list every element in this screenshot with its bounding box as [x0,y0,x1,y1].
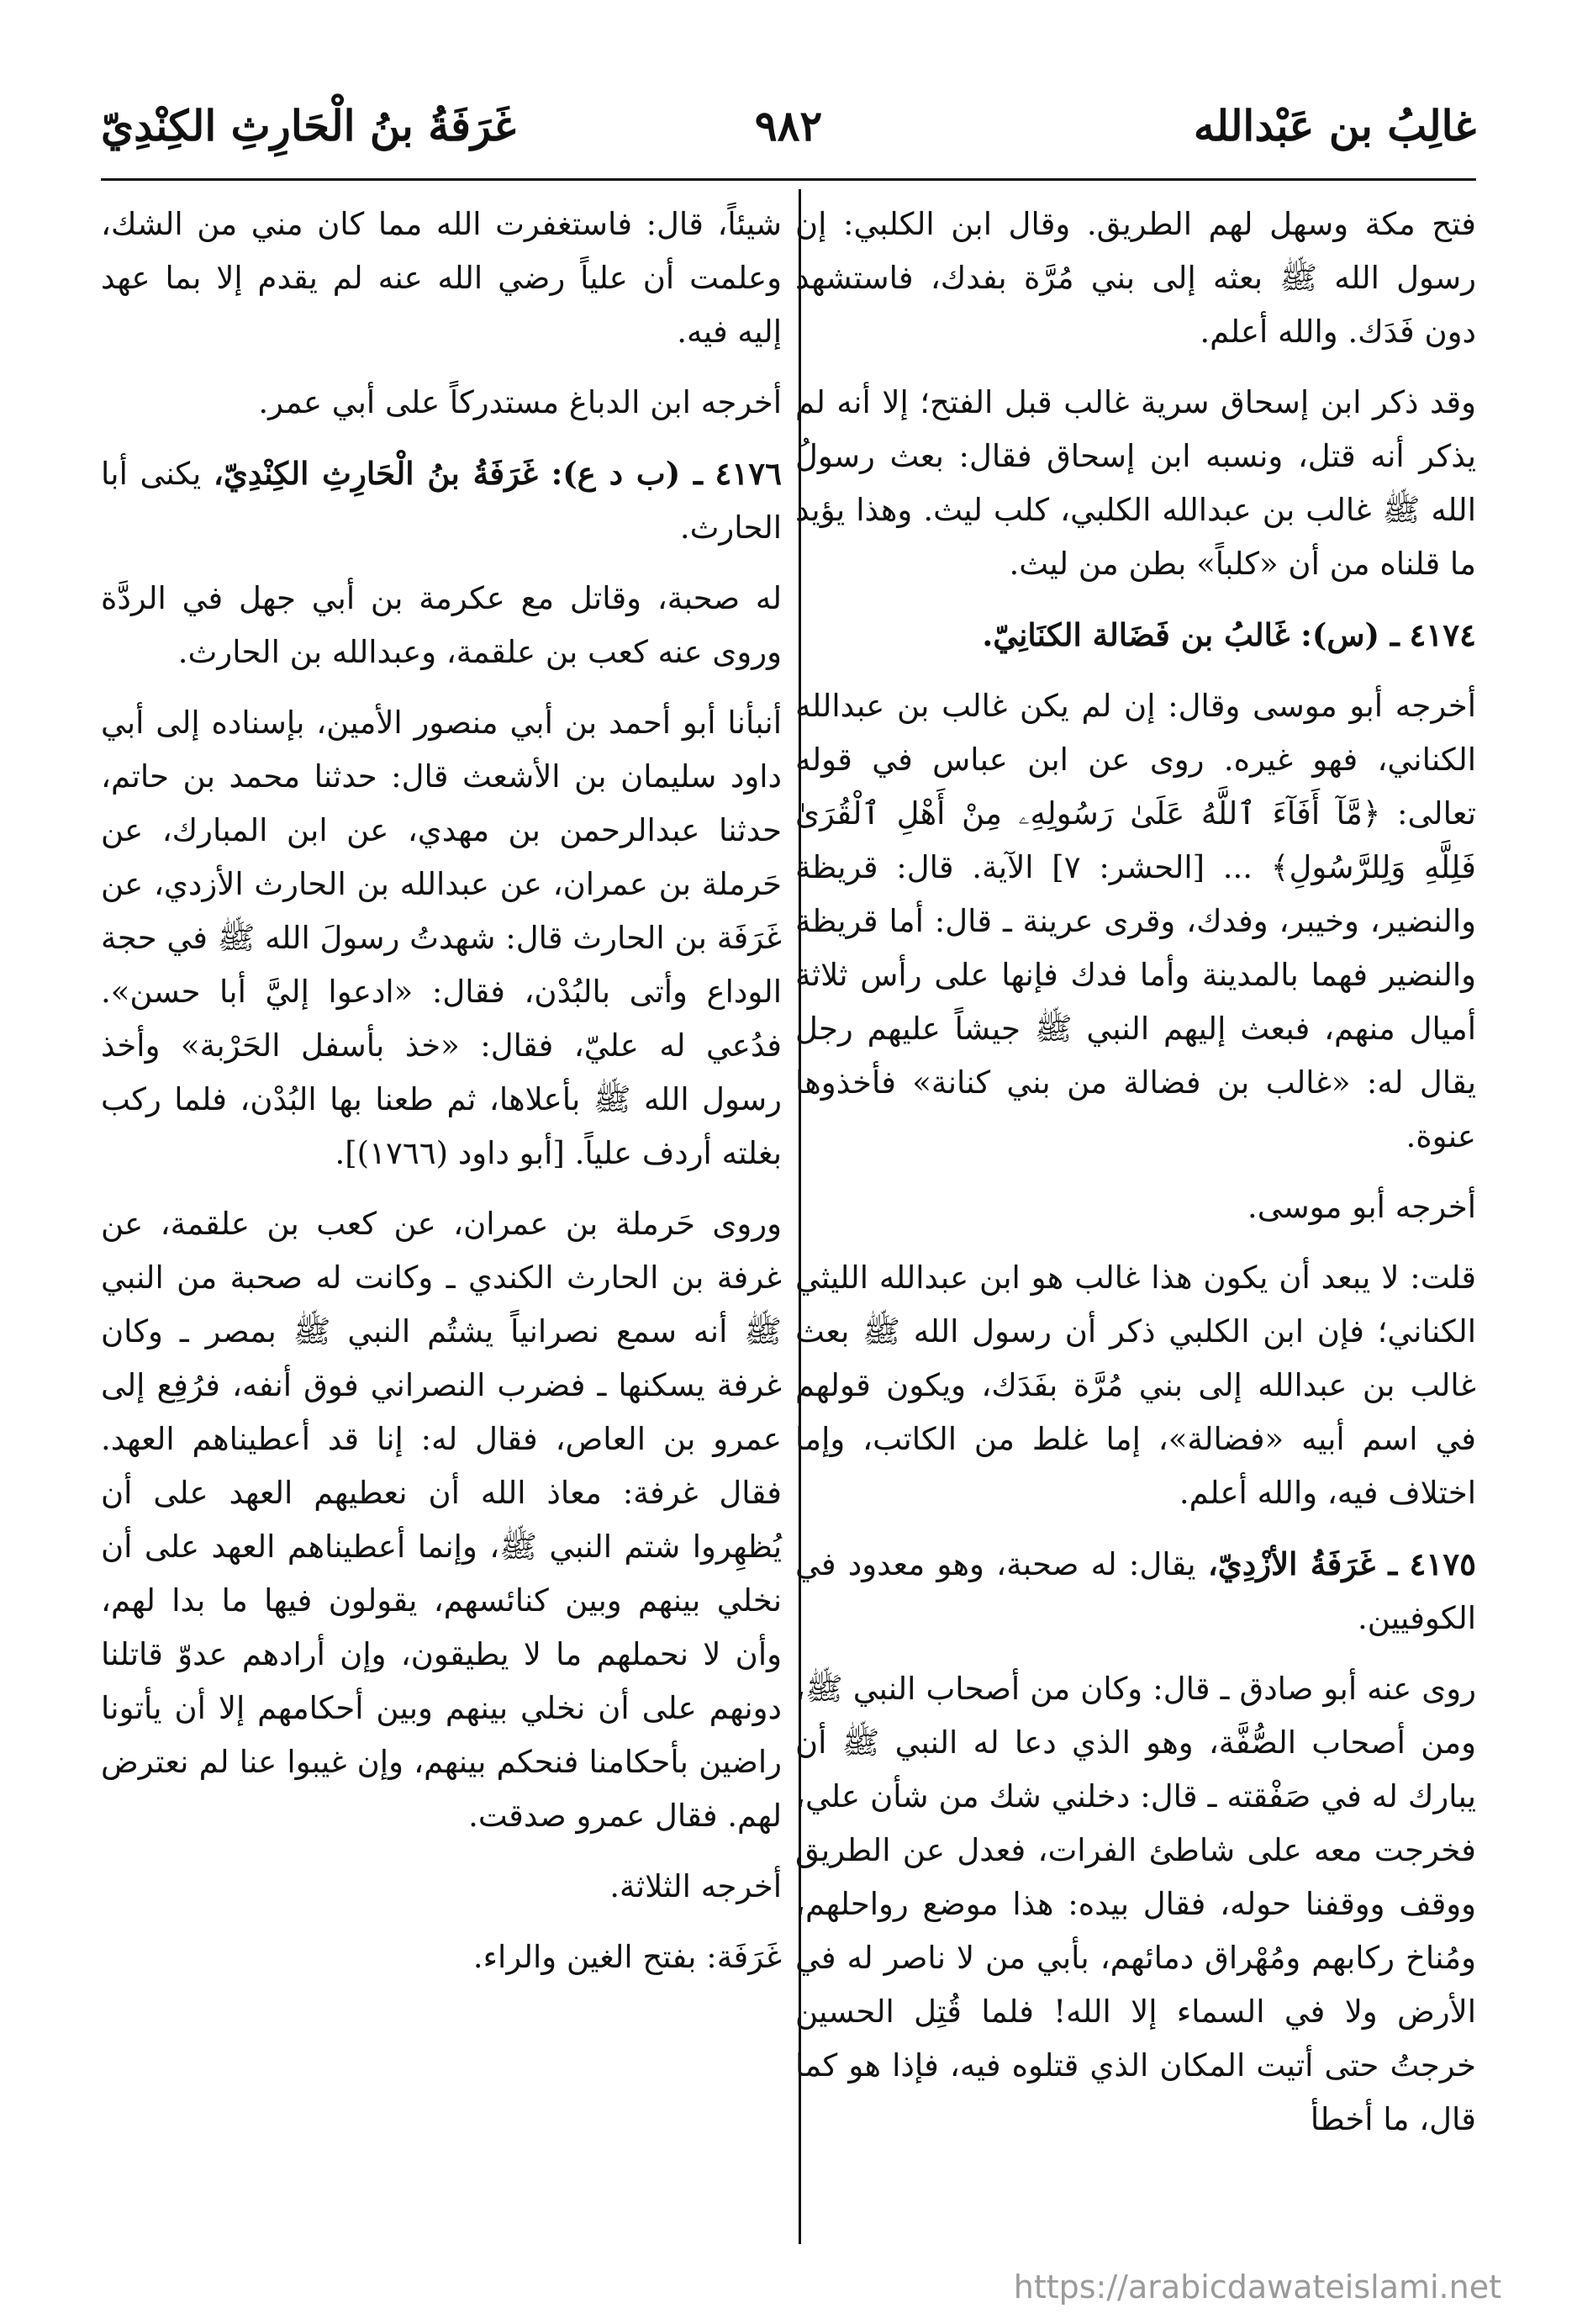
paragraph: أخرجه أبو موسى. [1247,1189,1476,1225]
paragraph: قلت: لا يبعد أن يكون هذا غالب هو ابن عبدالله الليثي الكناني؛ فإن ابن الكلبي ذكر أن رسول الله ﷺ بعث غالب بن عبدالله إلى بني مُرَّة بفَدَك، ويكون قولهم في اسم أبيه «فضالة»، إما غلط من الكاتب، وإما اختلاف فيه، والله أعلم. [795,1260,1476,1511]
left-column [101,198,782,2001]
entry-number: ٤١٧٦ [715,455,782,492]
paragraph: غَرَفَة: بفتح الغين والراء. [472,1939,782,1975]
header-right-title: غالِبُ بن عَبْدالله [1193,101,1476,151]
paragraph: فتح مكة وسهل لهم الطريق. وقال ابن الكلبي: إن رسول الله ﷺ بعثه إلى بني مُرَّة بفدك، فاستشهد دون فَدَك. والله أعلم. [795,206,1476,350]
header-left-title: غَرَفَةُ بنُ الْحَارِثِ الكِنْدِيّ [101,101,516,151]
entry-heading-4176 [101,446,782,555]
entry-name: ـ (ب د ع): غَرَفَةُ بنُ الْحَارِثِ الكِنْدِيّ، [213,455,703,492]
header-rule [101,178,1476,181]
paragraph: له صحبة، وقاتل مع عكرمة بن أبي جهل في الردَّة وروى عنه كعب بن علقمة، وعبدالله بن الحارث. [101,580,782,670]
paragraph: أخرجه ابن الدباغ مستدركاً على أبي عمر. [258,384,782,420]
entry-number: ٤١٧٥ [1409,1545,1476,1582]
entry-name: ـ (س): غَالبُ بن فَضَالة الكنَانِيّ. [982,616,1400,653]
right-column [795,198,1476,2163]
paragraph: وقد ذكر ابن إسحاق سرية غالب قبل الفتح؛ إلا أنه لم يذكر أنه قتل، ونسبه ابن إسحاق فقال: بعث رسولُ الله ﷺ غالب بن عبدالله الكلبي، كلب ليث. وهذا يؤيد ما قلناه من أن «كلباً» بطن من ليث. [795,384,1476,582]
entry-heading-4175 [795,1537,1476,1645]
entry-heading-4174 [795,608,1476,663]
page-number: ٩٨٢ [754,101,823,151]
entry-name: ـ غَرَفَةُ الأزْدِيّ، [1207,1545,1398,1582]
watermark-url: https://arabicdawateislami.net [1013,2269,1501,2306]
entry-intro: يكنى أبا الحارث. [101,456,782,546]
entry-number: ٤١٧٤ [1409,616,1476,653]
running-header [101,101,1476,168]
entry-intro: يقال: له صحبة، وهو معدود في الكوفيين. [795,1546,1476,1636]
paragraph: شيئاً، قال: فاستغفرت الله مما كان مني من الشك، وعلمت أن علياً رضي الله عنه لم يقدم إلا بما عهد إليه فيه. [101,206,782,350]
paragraph: وروى حَرملة بن عمران، عن كعب بن علقمة، عن غرفة بن الحارث الكندي ـ وكانت له صحبة من النبي ﷺ أنه سمع نصرانياً يشتُم النبي ﷺ بمصر ـ وكان غرفة يسكنها ـ فضرب النصراني فوق أنفه، فرُفِع إلى عمرو بن العاص، فقال له: إنا قد أعطيناهم العهد. فقال غرفة: معاذ الله أن نعطيهم العهد على أن يُظهِروا شتم النبي ﷺ، وإنما أعطيناهم العهد على أن نخلي بينهم وبين كنائسهم، يقولون فيها ما بدا لهم، وأن لا نحملهم ما لا يطيقون، وإن أرادهم عدوّ قاتلنا دونهم على أن نخلي بينهم وبين أحكامهم إلا أن يأتونا راضين بأحكامنا فنحكم بينهم، وإن غيبوا عنا لم نعترض لهم. فقال عمرو صدقت. [101,1206,782,1834]
paragraph: أنبأنا أبو أحمد بن أبي منصور الأمين، بإسناده إلى أبي داود سليمان بن الأشعث قال: حدثنا محمد بن حاتم، حدثنا عبدالرحمن بن مهدي، عن ابن المبارك، عن حَرملة بن عمران، عن عبدالله بن الحارث الأزدي، عن غَرَفَة بن الحارث قال: شهدتُ رسولَ الله ﷺ في حجة الوداع وأتى بالبُدْن، فقال: «ادعوا إليَّ أبا حسن». فدُعي له عليّ، فقال: «خذ بأسفل الحَرْبة» وأخذ رسول الله ﷺ بأعلاها، ثم طعنا بها البُدْن، فلما ركب بغلته أردف علياً. [أبو داود (١٧٦٦)]. [101,705,782,1171]
paragraph: أخرجه أبو موسى وقال: إن لم يكن غالب بن عبدالله الكناني، فهو غيره. روى عن ابن عباس في قوله تعالى: ﴿مَّآ أَفَآءَ ٱللَّهُ عَلَىٰ رَسُولِهِۦ مِنْ أَهْلِ ٱلْقُرَىٰ فَلِلَّهِ وَلِلرَّسُولِ﴾ ... [الحشر: ٧] الآية. قال: قريظة والنضير، وخيبر، وفدك، وقرى عرينة ـ قال: أما قريظة والنضير فهما بالمدينة وأما فدك فإنها على رأس ثلاثة أميال منهم، فبعث إليهم النبي ﷺ جيشاً عليهم رجل يقال له: «غالب بن فضالة من بني كنانة» فأخذوها عنوة. [795,688,1476,1154]
paragraph: روى عنه أبو صادق ـ قال: وكان من أصحاب النبي ﷺ، ومن أصحاب الصُّفَّة، وهو الذي دعا له النبي ﷺ أن يبارك له في صَفْقته ـ قال: دخلني شك من شأن علي، فخرجت معه على شاطئ الفرات، فعدل عن الطريق ووقف ووقفنا حوله، فقال بيده: هذا موضع رواحلهم، ومُناخ ركابهم ومُهْراق دمائهم، بأبي من لا ناصر له في الأرض ولا في السماء إلا الله! فلما قُتِل الحسين خرجتُ حتى أتيت المكان الذي قتلوه فيه، فإذا هو كما قال، ما أخطأ [795,1671,1477,2137]
paragraph: أخرجه الثلاثة. [609,1868,782,1904]
